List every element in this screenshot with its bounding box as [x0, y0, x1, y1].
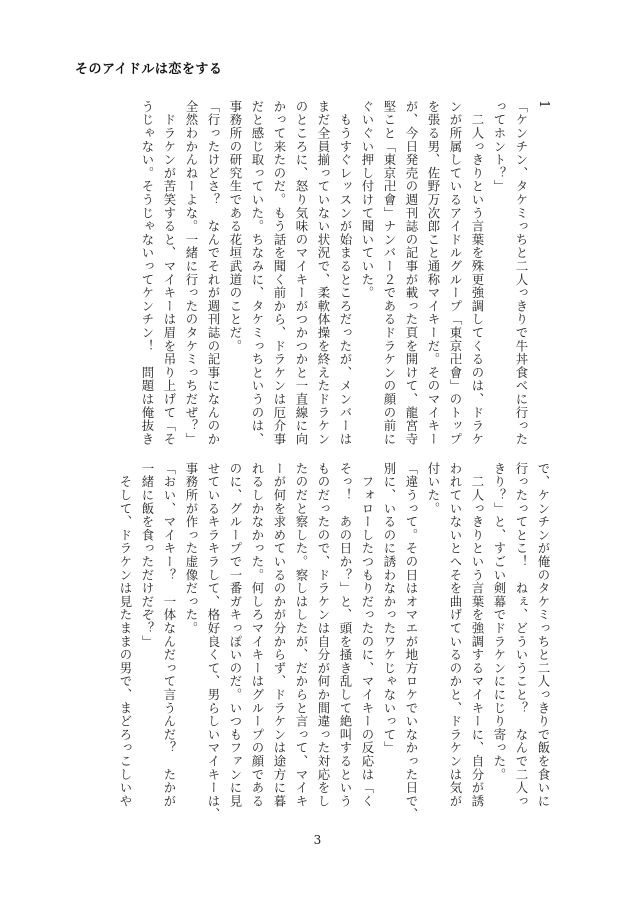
text-line: ドラケンが苦笑すると、マイキーは眉を吊り上げて「そ	[162, 100, 177, 446]
text-line: ンが所属しているアイドルグループ「東京卍會」のトップ	[448, 100, 463, 446]
text-line: ってホント？」	[492, 100, 507, 194]
text-line: 「ケンチン、タケミっちと二人っきりで牛丼食べに行った	[514, 100, 529, 446]
text-line: そっ！ あの日か？」と、頭を掻き乱して絶叫するという	[338, 462, 353, 808]
text-line: で、ケンチンが俺のタケミっちと二人っきりで飯を食いに	[536, 462, 551, 808]
chapter-number: 1	[536, 100, 551, 110]
text-line: 付いた。	[426, 462, 441, 516]
page-number: 3	[313, 833, 322, 847]
text-line: もうすぐレッスンが始まるところだったが、メンバーは	[338, 100, 353, 446]
page-title: そのアイドルは恋をする	[75, 62, 223, 77]
text-line: そして、ドラケンは見たままの男で、まどろっこしいや	[118, 462, 133, 808]
text-line: 事務所が作った虚像だった。	[184, 462, 199, 635]
text-line: れるしかなかった。何しろマイキーはグループの顔である	[250, 462, 265, 808]
text-line: まだ全員揃っていない状況で、柔軟体操を終えたドラケン	[316, 100, 331, 446]
text-line: 全然わかんねーよな。一緒に行ったのタケミっちだぜ？」	[184, 100, 199, 446]
text-line: 「行ったけどさ？ なんでそれが週刊誌の記事になんのか	[206, 100, 221, 446]
text-line: が、今日発売の週刊誌の記事が載った頁を開けて、龍宮寺	[404, 100, 419, 446]
text-line: 事務所の研究生である花垣武道のことだ。	[228, 100, 243, 353]
text-line: きり？」と、すごい剣幕でドラケンににじり寄った。	[492, 462, 507, 782]
text-line: かって来たのだ。もう話を聞く前から、ドラケンは厄介事	[272, 100, 287, 446]
text-line: を張る男、佐野万次郎こと通称マイキーだ。そのマイキー	[426, 100, 441, 446]
text-block-bottom	[90, 462, 554, 822]
text-line: せているキラキラして、格好良くて、男らしいマイキーは、	[206, 462, 221, 822]
text-line: ぐいぐい押し付けて聞いていた。	[360, 100, 375, 300]
text-line: たのだと察した。察しはしたが、だからと言って、マイキ	[294, 462, 309, 808]
text-line: 「違うって。その日はオマエが地方ロケでいなかった日で、	[404, 462, 419, 822]
text-line: 堅こと「東京卍會」ナンバー２であるドラケンの顔の前に	[382, 100, 397, 446]
text-line: だと感じ取っていた。ちなみに、タケミっちというのは、	[250, 100, 265, 446]
text-line: ーが何を求めているのかが分からず、ドラケンは途方に暮	[272, 462, 287, 808]
text-line: 「おい、マイキー？ 一体なんだって言うんだ？ たかが	[162, 462, 177, 808]
text-line: 行ったってとこ！ ねぇ、どういうこと？ なんで二人っ	[514, 462, 529, 808]
text-line: われていないとへそを曲げているのかと、ドラケンは気が	[448, 462, 463, 808]
text-line: うじゃない。そうじゃないってケンチン！ 問題は俺抜き	[140, 100, 155, 446]
text-line: 二人っきりという言葉を殊更強調してくるのは、ドラケ	[470, 100, 485, 446]
text-line: 一緒に飯を食っただけだぞ？」	[140, 462, 155, 649]
text-line: のところに、怒り気味のマイキーがつかつかと一直線に向	[294, 100, 309, 446]
text-line: フォローしたつもりだったのに、マイキーの反応は「く	[360, 462, 375, 808]
text-line: 二人っきりという言葉を強調するマイキーに、自分が誘	[470, 462, 485, 808]
text-block-top	[90, 100, 554, 446]
text-line: のに、グループで一番ガキっぽいのだ。いつもファンに見	[228, 462, 243, 808]
text-line: 別に、いるのに誘わなかったワケじゃないって」	[382, 462, 397, 755]
text-line: ものだったので、ドラケンは自分が何か間違った対応をし	[316, 462, 331, 808]
